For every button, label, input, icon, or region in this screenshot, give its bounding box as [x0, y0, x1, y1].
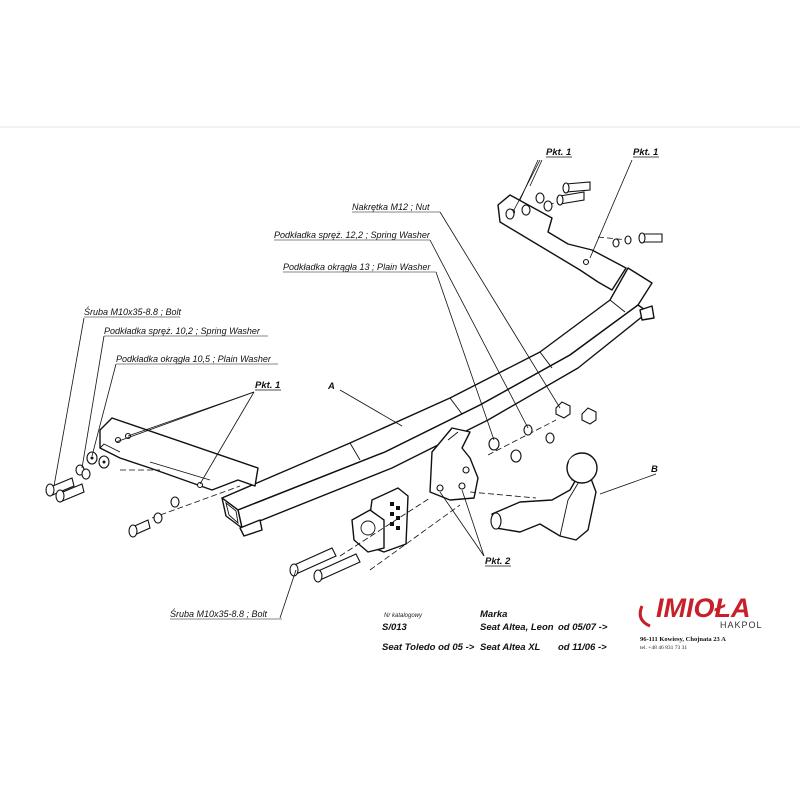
brand-tel: tel. +48 46 831 73 31 — [640, 645, 688, 651]
label-spring-washer-12: Podkładka spręż. 12,2 ; Spring Washer — [274, 230, 430, 240]
label-part-a: A — [328, 381, 335, 392]
label-bolt-left: Śruba M10x35-8.8 ; Bolt — [84, 307, 182, 317]
label-part-b: B — [651, 464, 658, 475]
catalog-info — [382, 609, 608, 653]
catalog-nr-value: S/013 — [382, 622, 407, 633]
label-pkt1-left: Pkt. 1 — [255, 380, 281, 391]
label-plain-washer-10: Podkładka okrągła 10,5 ; Plain Washer — [116, 354, 271, 364]
catalog-row1-make: Seat Altea, Leon — [480, 622, 554, 633]
label-pkt1-top: Pkt. 1 — [546, 147, 572, 158]
label-spring-washer-10: Podkładka spręż. 10,2 ; Spring Washer — [104, 326, 260, 336]
catalog-nr-label: Nr katalogowy — [384, 613, 423, 619]
catalog-row2-make: Seat Altea XL — [480, 642, 541, 653]
catalog-row1-date: od 05/07 -> — [558, 622, 608, 633]
catalog-row2-date: od 11/06 -> — [558, 642, 607, 653]
label-pkt2: Pkt. 2 — [485, 556, 511, 567]
ball-hitch-b — [491, 453, 597, 540]
fasteners-right — [290, 182, 662, 582]
label-bolt-bottom: Śruba M10x35-8.8 ; Bolt — [170, 609, 268, 619]
socket-bracket — [352, 488, 408, 552]
logo-swoosh-icon — [640, 606, 650, 626]
right-bracket — [498, 195, 626, 290]
brand-block — [640, 593, 763, 651]
catalog-marka-label: Marka — [480, 609, 508, 620]
brand-logo-sub: HAKPOL — [720, 620, 763, 630]
brand-logo: IMIOŁA — [656, 593, 751, 623]
leader-lines — [54, 160, 656, 618]
brand-address: 96-111 Kowiesy, Chojnata 23 A — [640, 636, 726, 643]
label-plain-washer-13: Podkładka okrągła 13 ; Plain Washer — [283, 262, 431, 272]
catalog-row2-left: Seat Toledo od 05 -> — [382, 642, 475, 653]
left-bracket — [100, 418, 258, 490]
label-pkt1-right: Pkt. 1 — [633, 147, 659, 158]
label-nut: Nakrętka M12 ; Nut — [352, 202, 430, 212]
